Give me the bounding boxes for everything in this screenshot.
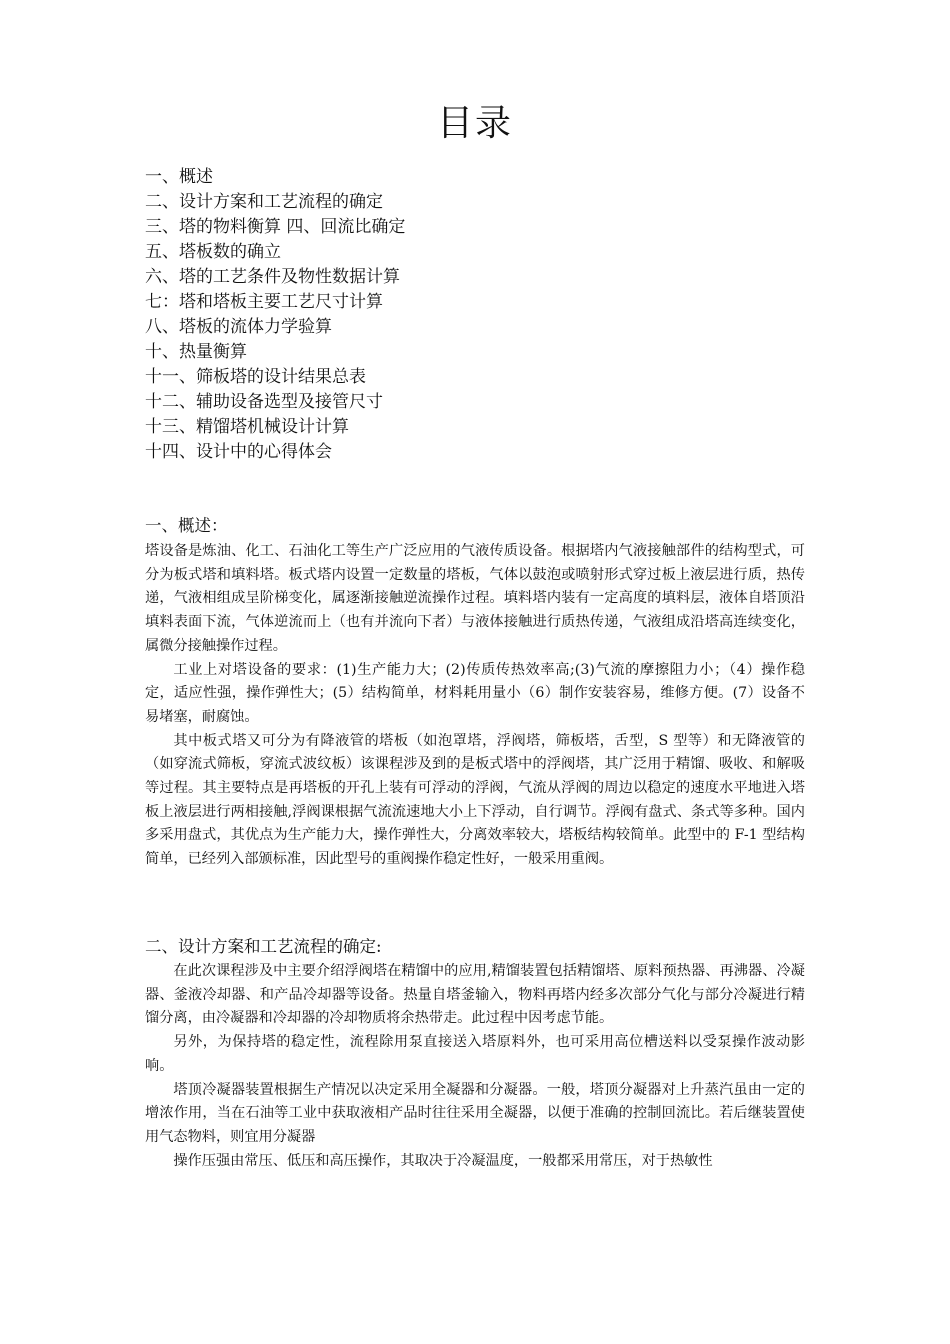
table-of-contents [145, 165, 845, 465]
toc-item: 五、塔板数的确立 [145, 242, 281, 262]
paragraph: 其中板式塔又可分为有降液管的塔板（如泡罩塔，浮阀塔，筛板塔，舌型，S 型等）和无降液管的（如穿流式筛板，穿流式波纹板）该课程涉及到的是板式塔中的浮阀塔，其广泛用于精馏、吸收、和解吸等过程。其主要特点是再塔板的开孔上装有可浮动的浮阀，气流从浮阀的周边以稳定的速度水平地进入塔板上液层进行两相接触,浮阀课根据气流流速地大小上下浮动，自行调节。浮阀有盘式、条式等多种。国内多采用盘式，其优点为生产能力大，操作弹性大，分离效率较大，塔板结构较简单。此型中的 F-1 型结构简单，已经列入部颁标准，因此型号的重阀操作稳定性好，一般采用重阀。 [145, 732, 805, 868]
paragraph: 另外，为保持塔的稳定性，流程除用泵直接送入塔原料外，也可采用高位槽送料以受泵操作波动影响。 [145, 1034, 805, 1074]
toc-item: 七：塔和塔板主要工艺尺寸计算 [145, 292, 383, 312]
section-heading-overview: 一、概述： [145, 516, 228, 535]
toc-item: 三、塔的物料衡算 四、回流比确定 [145, 217, 406, 237]
toc-item: 二、设计方案和工艺流程的确定 [145, 192, 383, 212]
paragraph: 在此次课程涉及中主要介绍浮阀塔在精馏中的应用,精馏装置包括精馏塔、原料预热器、再沸器、冷凝器、釜液冷却器、和产品冷却器等设备。热量自塔釜输入，物料再塔内经多次部分气化与部分冷凝进行精馏分离，由冷凝器和冷却器的冷却物质将余热带走。此过程中因考虑节能。 [145, 963, 805, 1027]
toc-item: 八、塔板的流体力学验算 [145, 317, 332, 337]
section-body-overview [145, 540, 805, 872]
section-body-design [145, 960, 805, 1173]
toc-item: 六、塔的工艺条件及物性数据计算 [145, 267, 400, 287]
page-title: 目录 [436, 103, 513, 144]
toc-item: 十四、设计中的心得体会 [145, 442, 332, 462]
toc-item: 十、热量衡算 [145, 342, 247, 362]
toc-item: 十三、精馏塔机械设计计算 [145, 417, 349, 437]
toc-item: 十一、筛板塔的设计结果总表 [145, 367, 366, 387]
toc-item: 十二、辅助设备选型及接管尺寸 [145, 392, 383, 412]
paragraph: 塔顶冷凝器装置根据生产情况以决定采用全凝器和分凝器。一般，塔顶分凝器对上升蒸汽虽由一定的增浓作用，当在石油等工业中获取液相产品时往往采用全凝器，以便于准确的控制回流比。若后继装置使用气态物料，则宜用分凝器 [145, 1081, 805, 1145]
paragraph: 操作压强由常压、低压和高压操作，其取决于冷凝温度，一般都采用常压，对于热敏性 [173, 1152, 713, 1169]
paragraph: 工业上对塔设备的要求：(1)生产能力大；(2)传质传热效率高;(3)气流的摩擦阻力小；（4）操作稳定，适应性强，操作弹性大；(5）结构简单，材料耗用量小（6）制作安装容易，维修方便。(7）设备不易堵塞，耐腐蚀。 [145, 661, 805, 725]
paragraph: 塔设备是炼油、化工、石油化工等生产广泛应用的气液传质设备。根据塔内气液接触部件的结构型式，可分为板式塔和填料塔。板式塔内设置一定数量的塔板，气体以鼓泡或喷射形式穿过板上液层进行质，热传递，气液相组成呈阶梯变化，属逐渐接触逆流操作过程。填料塔内装有一定高度的填料层，液体自塔顶沿填料表面下流，气体逆流而上（也有并流向下者）与液体接触进行质热传递，气液组成沿塔高连续变化，属微分接触操作过程。 [145, 543, 805, 654]
section-heading-design: 二、设计方案和工艺流程的确定: [145, 937, 382, 956]
toc-item: 一、概述 [145, 167, 213, 187]
